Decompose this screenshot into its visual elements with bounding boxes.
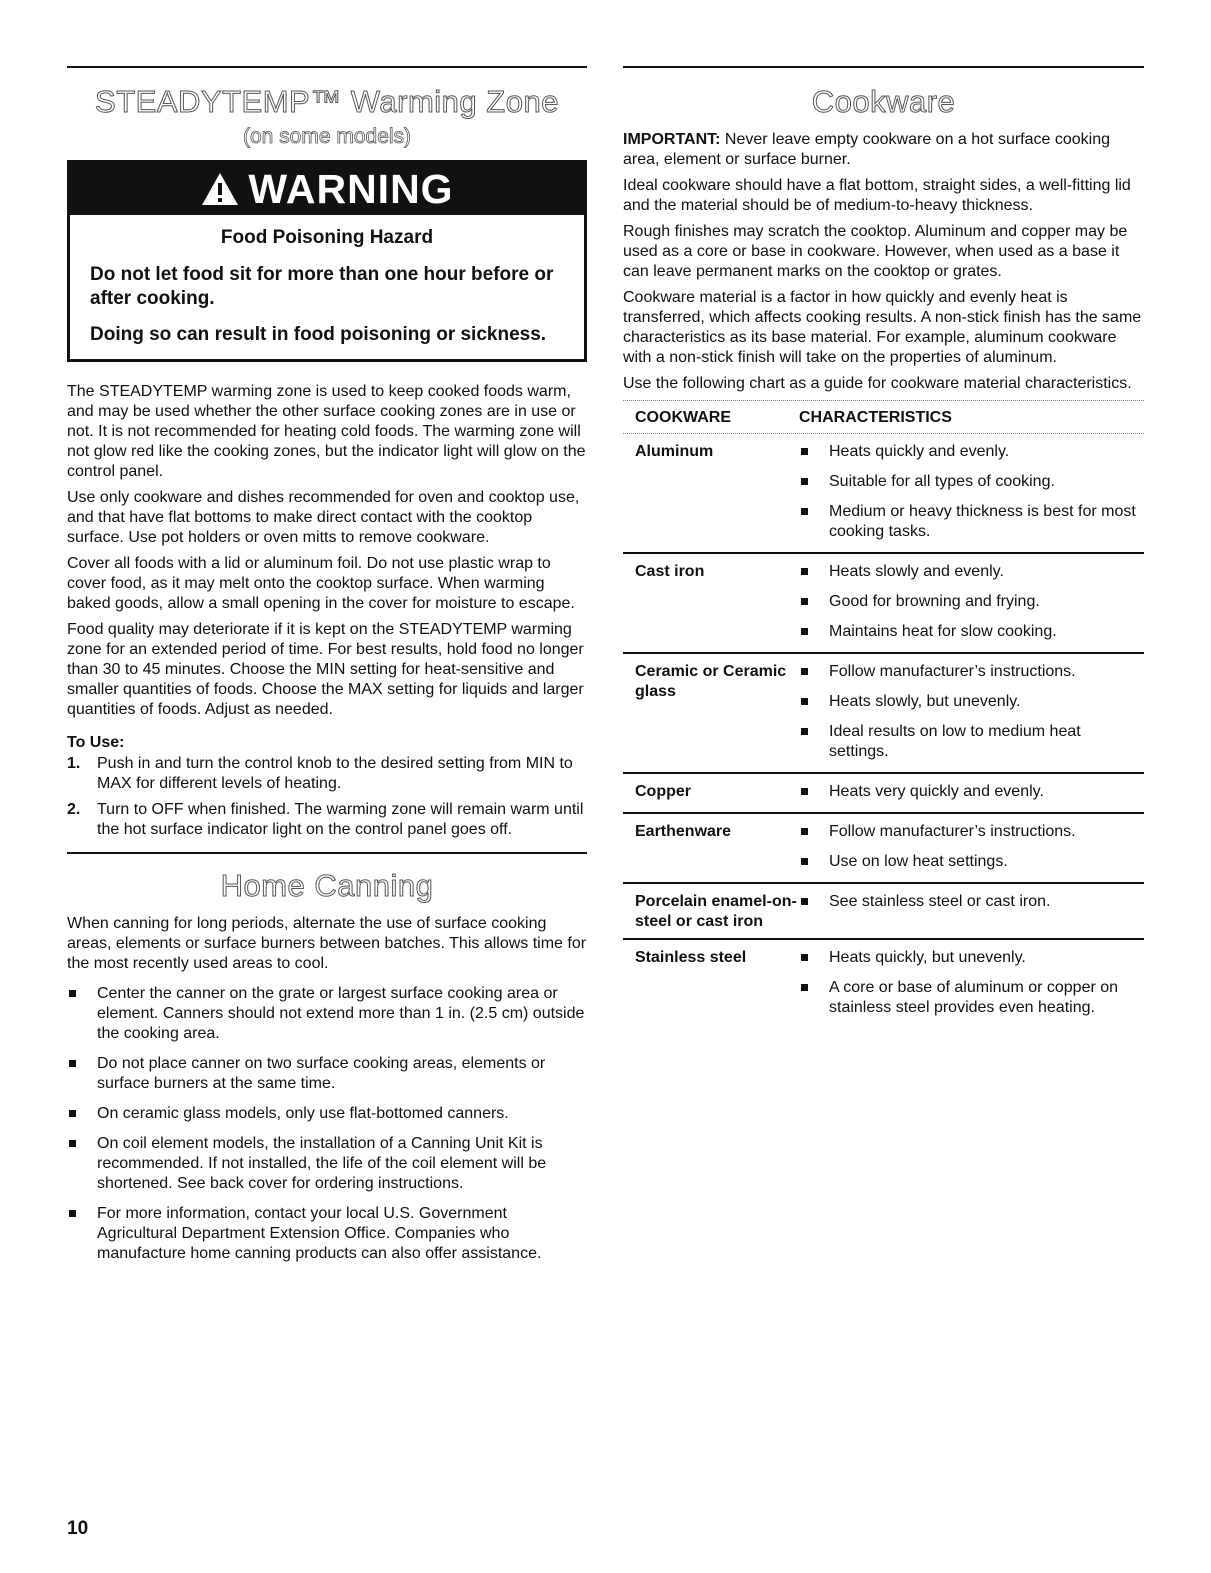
left-column xyxy=(67,66,587,1274)
section-rule xyxy=(67,852,587,854)
list-item-text: See stainless steel or cast iron. xyxy=(829,893,1051,910)
list-item-text: Heats very quickly and evenly. xyxy=(829,783,1044,800)
step-number: 2. xyxy=(67,801,81,818)
important-label: IMPORTANT: xyxy=(623,131,721,148)
list-item xyxy=(67,1054,587,1094)
list-item xyxy=(799,472,1144,492)
table-row xyxy=(623,434,1144,554)
list-item-text: Medium or heavy thickness is best for most cooking tasks. xyxy=(829,503,1136,540)
characteristics-list xyxy=(799,822,1144,872)
list-item-text: Heats slowly and evenly. xyxy=(829,563,1004,580)
cookware-table xyxy=(623,400,1144,1028)
list-item-text: Maintains heat for slow cooking. xyxy=(829,623,1057,640)
body-paragraph: Rough finishes may scratch the cooktop. Aluminum and copper may be used as a core or base in cookware. However, when used as a base it can leave permanent marks on the cooktop or grates. xyxy=(623,223,1128,280)
table-row xyxy=(623,774,1144,814)
table-body xyxy=(623,434,1144,1028)
to-use-steps xyxy=(67,754,587,840)
bullet-icon xyxy=(67,1204,97,1264)
bullet-icon xyxy=(799,978,829,1018)
warming-zone-title: STEADYTEMP™ Warming Zone xyxy=(95,84,559,119)
list-item-text: Ideal results on low to medium heat settings. xyxy=(829,723,1081,760)
warning-header xyxy=(70,163,584,215)
step-item xyxy=(67,754,587,794)
characteristics-cell xyxy=(799,562,1144,646)
list-item xyxy=(799,822,1144,842)
bullet-icon xyxy=(67,1134,97,1194)
characteristics-cell xyxy=(799,948,1144,1022)
bullet-icon xyxy=(799,662,829,682)
list-item xyxy=(799,692,1144,712)
characteristics-list xyxy=(799,442,1144,542)
list-item xyxy=(67,1134,587,1194)
bullet-icon xyxy=(799,722,829,762)
table-row xyxy=(623,814,1144,884)
top-rule-right xyxy=(623,66,1144,68)
body-paragraph: Food quality may deteriorate if it is kept on the STEADYTEMP warming zone for an extended period of time. For best results, hold food no longer than 30 to 45 minutes. Choose the MIN setting for heat-sensitive and smaller quantities of foods. Choose the MAX setting for liquids and larger quantities of foods. Adjust as needed. xyxy=(67,621,584,718)
bullet-icon xyxy=(799,592,829,612)
step-item xyxy=(67,800,587,840)
table-row xyxy=(623,654,1144,774)
list-item xyxy=(67,1204,587,1264)
step-number: 1. xyxy=(67,755,81,772)
warning-line: Do not let food sit for more than one hour before or after cooking. xyxy=(90,264,554,309)
list-item xyxy=(67,1104,587,1124)
characteristics-list xyxy=(799,782,1144,802)
top-rule-left xyxy=(67,66,587,68)
bullet-icon xyxy=(799,892,829,912)
list-item xyxy=(799,782,1144,802)
to-use-heading: To Use: xyxy=(67,734,125,751)
list-item xyxy=(799,562,1144,582)
right-column xyxy=(623,66,1144,1028)
bullet-icon xyxy=(799,948,829,968)
list-item-text: Suitable for all types of cooking. xyxy=(829,473,1055,490)
list-item xyxy=(799,592,1144,612)
bullet-icon xyxy=(799,472,829,492)
step-text: Turn to OFF when finished. The warming zone will remain warm until the hot surface indicator light on the control panel goes off. xyxy=(97,801,584,838)
home-canning-title: Home Canning xyxy=(220,868,434,903)
characteristics-cell xyxy=(799,892,1144,932)
list-item xyxy=(799,502,1144,542)
body-paragraph: Use only cookware and dishes recommended for oven and cooktop use, and that have flat bottoms to make direct contact with the cooktop surface. Use pot holders or oven mitts to remove cookware. xyxy=(67,489,580,546)
list-item xyxy=(799,978,1144,1018)
body-paragraph: Use the following chart as a guide for cookware material characteristics. xyxy=(623,375,1132,392)
bullet-icon xyxy=(67,1054,97,1094)
list-item xyxy=(799,852,1144,872)
characteristics-cell xyxy=(799,822,1144,876)
list-item xyxy=(799,948,1144,968)
list-item xyxy=(799,662,1144,682)
bullet-icon xyxy=(67,984,97,1044)
list-item-text: Do not place canner on two surface cooking areas, elements or surface burners at the same time. xyxy=(97,1055,546,1092)
column-header-characteristics: CHARACTERISTICS xyxy=(799,409,952,426)
list-item-text: Heats quickly, but unevenly. xyxy=(829,949,1026,966)
list-item-text: Use on low heat settings. xyxy=(829,853,1008,870)
list-item-text: Center the canner on the grate or largest surface cooking area or element. Canners should not extend more than 1 in. (2.5 cm) outside the cooking area. xyxy=(97,985,585,1042)
body-paragraph: Cookware material is a factor in how quickly and evenly heat is transferred, which affects cooking results. A non-stick finish has the same characteristics as its base material. For example, aluminum cookware with a non-stick finish will take on the properties of aluminum. xyxy=(623,289,1142,366)
table-row xyxy=(623,554,1144,654)
cookware-name: Aluminum xyxy=(635,443,714,460)
characteristics-cell xyxy=(799,782,1144,806)
bullet-icon xyxy=(799,852,829,872)
warning-box xyxy=(67,160,587,362)
characteristics-list xyxy=(799,562,1144,642)
body-paragraph: Cover all foods with a lid or aluminum foil. Do not use plastic wrap to cover food, as it may melt onto the cooktop surface. When warming baked goods, allow a small opening in the cover for moisture to escape. xyxy=(67,555,575,612)
important-text: Never leave empty cookware on a hot surface cooking area, element or surface burner. xyxy=(623,131,1111,168)
warning-word: WARNING xyxy=(248,165,454,212)
list-item-text: Heats quickly and evenly. xyxy=(829,443,1010,460)
table-row xyxy=(623,940,1144,1028)
body-paragraph: The STEADYTEMP warming zone is used to keep cooked foods warm, and may be used whether the other surface cooking zones are in use or not. It is not recommended for heating cold foods. The warming zone will not glow red like the cooking zones, but the indicator light will glow on the control panel. xyxy=(67,383,586,480)
list-item xyxy=(799,622,1144,642)
warning-triangle-icon xyxy=(200,171,240,207)
table-row xyxy=(623,884,1144,940)
bullet-icon xyxy=(799,502,829,542)
warming-zone-body xyxy=(67,382,587,720)
list-item xyxy=(67,984,587,1044)
list-item-text: Follow manufacturer’s instructions. xyxy=(829,823,1076,840)
bullet-icon xyxy=(67,1104,97,1124)
canning-intro: When canning for long periods, alternate the use of surface cooking areas, elements or surface burners between batches. This allows time for the most recently used areas to cool. xyxy=(67,915,587,972)
characteristics-cell xyxy=(799,662,1144,766)
list-item xyxy=(799,442,1144,462)
warning-body xyxy=(70,215,584,359)
page-number: 10 xyxy=(67,1518,89,1539)
bullet-icon xyxy=(799,442,829,462)
canning-bullets xyxy=(67,984,587,1264)
important-paragraph xyxy=(623,130,1144,170)
warning-line: Doing so can result in food poisoning or sickness. xyxy=(90,324,547,345)
characteristics-list xyxy=(799,892,1144,912)
cookware-name: Earthenware xyxy=(635,823,732,840)
characteristics-list xyxy=(799,662,1144,762)
list-item xyxy=(799,892,1144,912)
bullet-icon xyxy=(799,782,829,802)
list-item-text: Follow manufacturer’s instructions. xyxy=(829,663,1076,680)
body-paragraph: Ideal cookware should have a flat bottom, straight sides, a well-fitting lid and the material should be of medium-to-heavy thickness. xyxy=(623,177,1131,214)
list-item xyxy=(799,722,1144,762)
warming-zone-subtitle: (on some models) xyxy=(242,125,412,148)
hazard-title: Food Poisoning Hazard xyxy=(220,227,434,248)
cookware-name: Stainless steel xyxy=(635,949,747,966)
cookware-name: Porcelain enamel-on-steel or cast iron xyxy=(635,893,797,930)
column-header-cookware: COOKWARE xyxy=(635,409,731,426)
list-item-text: For more information, contact your local U.S. Government Agricultural Department Extension Office. Companies who manufacture home canning products can also offer assistance. xyxy=(97,1205,542,1262)
list-item-text: On coil element models, the installation of a Canning Unit Kit is recommended. If not installed, the life of the coil element will be shortened. See back cover for ordering instructions. xyxy=(97,1135,547,1192)
cookware-name: Ceramic or Ceramic glass xyxy=(635,663,787,700)
cookware-title: Cookware xyxy=(811,84,956,119)
step-text: Push in and turn the control knob to the desired setting from MIN to MAX for different levels of heating. xyxy=(97,755,573,792)
bullet-icon xyxy=(799,562,829,582)
bullet-icon xyxy=(799,692,829,712)
bullet-icon xyxy=(799,622,829,642)
list-item-text: Heats slowly, but unevenly. xyxy=(829,693,1021,710)
characteristics-list xyxy=(799,948,1144,1018)
bullet-icon xyxy=(799,822,829,842)
characteristics-cell xyxy=(799,442,1144,546)
list-item-text: A core or base of aluminum or copper on stainless steel provides even heating. xyxy=(829,979,1119,1016)
cookware-name: Cast iron xyxy=(635,563,705,580)
list-item-text: On ceramic glass models, only use flat-bottomed canners. xyxy=(97,1105,509,1122)
list-item-text: Good for browning and frying. xyxy=(829,593,1040,610)
table-header xyxy=(623,400,1144,434)
cookware-name: Copper xyxy=(635,783,691,800)
